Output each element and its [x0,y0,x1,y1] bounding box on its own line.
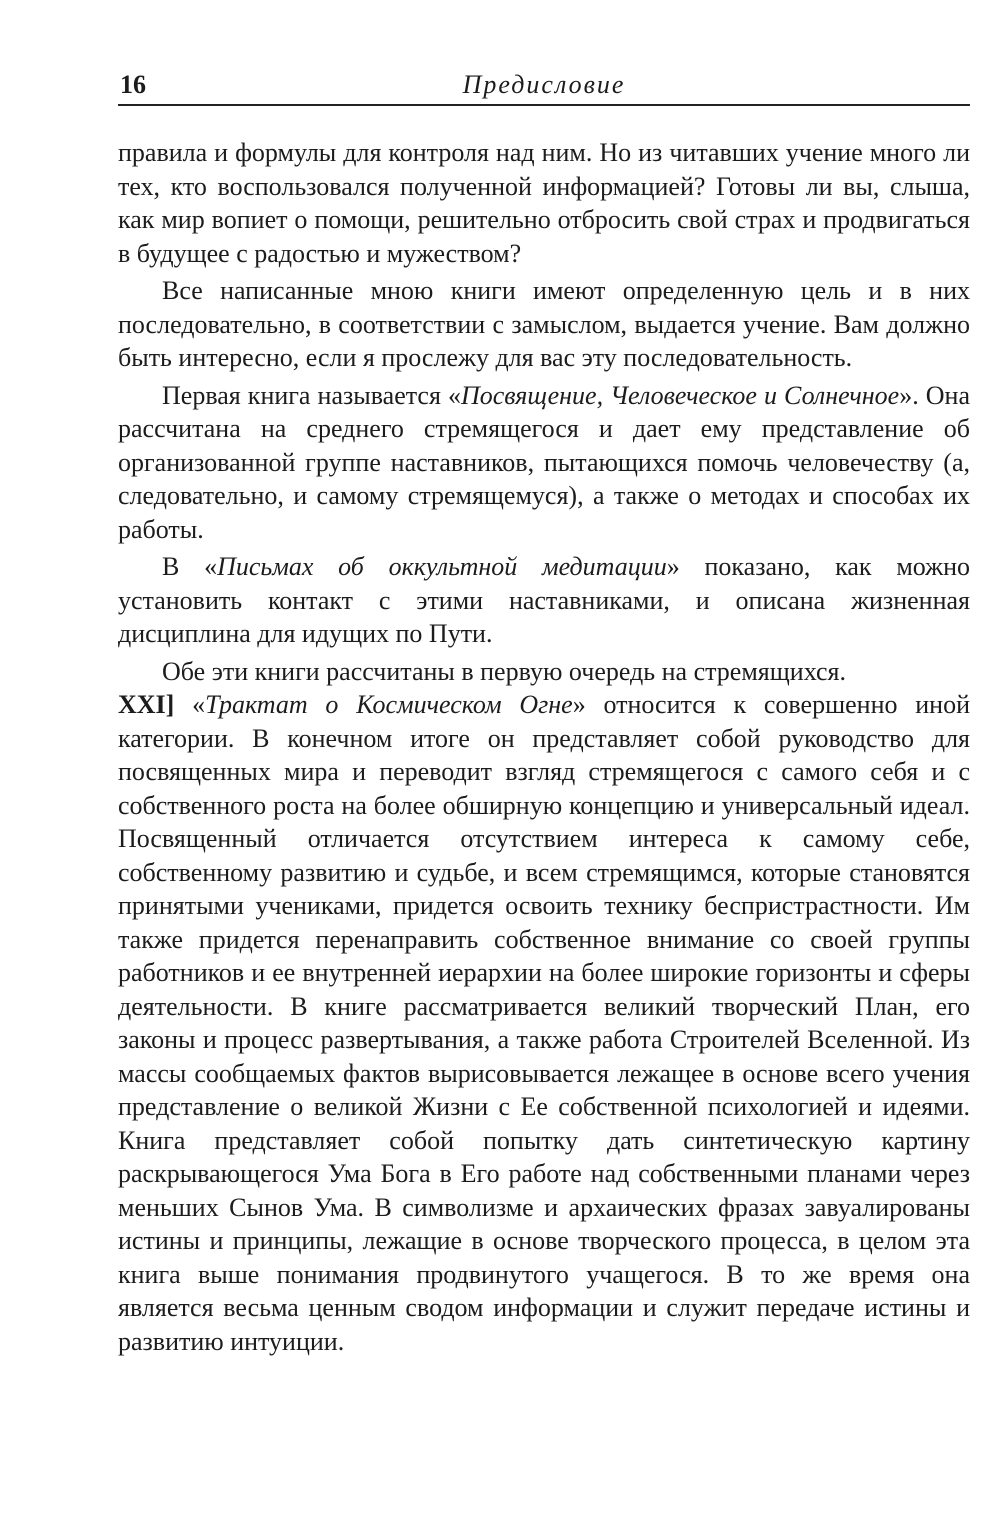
paragraph-6-text-end: » относится к совершенно иной категории. В конечном итоге он представляет собой руководство для посвященных мира и переводит взгляд стремящегося с самого себя и с собственного роста на более обширную концепцию и универсальный идеал. Посвященный отличается отсутствием интереса к самому себе, собственному развитию и судьбе, и всем стремящимся, которые становятся принятыми учениками, придется освоить технику беспристрастности. Им также придется перенаправить собственное внимание со своей группы работников и ее внутренней иерархии на более широкие горизонты и сферы деятельности. В книге рассматривается великий творческий План, его законы и процесс развертывания, а также работа Строителей Вселенной. Из массы сообщаемых фактов вырисовывается лежащее в основе всего учения представление о великой Жизни с Ее собственной психологией и идеями. Книга представляет собой попытку дать синтетическую картину раскрывающегося Ума Бога в Его работе над собственными планами через меньших Сынов Ума. В символизме и архаических фразах завуалированы истины и принципы, лежащие в основе творческого процесса, в целом эта книга выше понимания продвинутого учащегося. В то же время она является весьма ценным сводом информации и служит передаче истины и развитию интуиции. [118,690,971,1356]
paragraph-6 [118,688,970,1358]
paragraph-3-text-end: ». Она рассчитана на среднего стремящегося и дает ему представление об организованной группе наставников, пытающихся помочь человечеству (а, следовательно, и самому стремящемуся), а также о методах и способах их работы. [118,380,970,544]
paragraph-4-text-end: » показано, как можно установить контакт с этими наставниками, и описана жизненная дисциплина для идущих по Пути. [118,552,970,648]
paragraph-4-text-start: В « [162,552,218,581]
paragraph-2: Все написанные мною книги имеют определенную цель и в них последовательно, в соответствии с замыслом, выдается учение. Вам должно быть интересно, если я прослежу для вас эту последовательность. [118,276,970,372]
book-title-cosmic-fire: Трактат о Космическом Огне [205,690,573,719]
page-number: 16 [120,70,146,99]
running-header [118,66,970,106]
book-title-initiation: Посвящение, Человеческое и Солнечное [460,380,900,410]
body-text [118,136,970,1358]
paragraph-1: правила и формулы для контроля над ним. Но из читавших учение много ли тех, кто воспользовался полученной информацией? Готовы ли вы, слыша, как мир вопиет о помощи, решительно отбросить свой страх и продвигаться в будущее с радостью и мужеством? [118,138,970,268]
paragraph-5: Обе эти книги рассчитаны в первую очередь на стремящихся. [162,656,846,686]
paragraph-4 [118,550,970,651]
paragraph-6-text-start: « [174,690,206,719]
paragraph-3-text-start: Первая книга называется « [162,380,461,410]
book-page [118,66,970,1362]
running-title: Предисловие [462,70,626,99]
section-marker: XXI] [118,690,175,719]
paragraph-3 [118,379,970,547]
book-title-letters-meditation: Письмах об оккультной медитации [217,552,667,581]
